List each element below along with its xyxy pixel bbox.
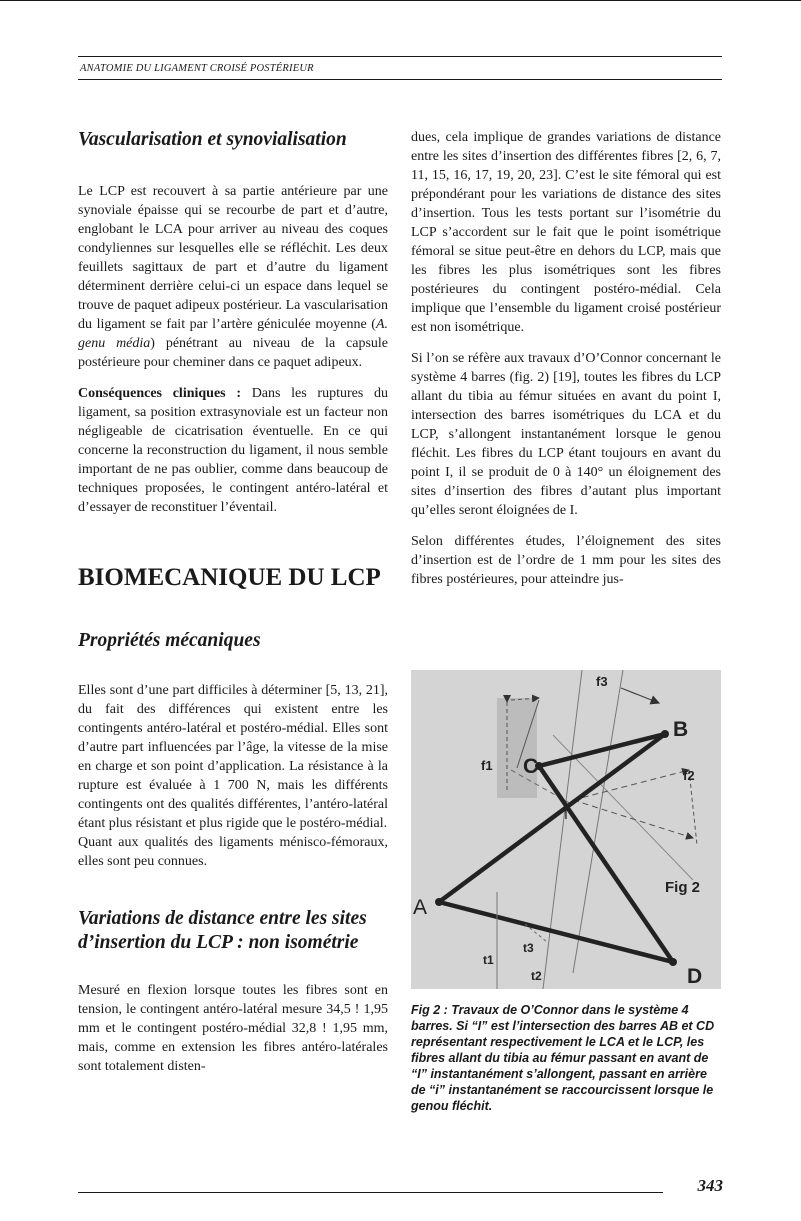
right-column xyxy=(411,128,721,589)
footer-rule xyxy=(78,1192,663,1193)
paragraph-variations: Mesuré en flexion lorsque toutes les fibres sont en tension, le contingent antéro-latéral mesure 34,5 ! 1,95 mm et le contingent postéro-médial 32,8 ! 1,95 mm, mais, comme en extension les fibres antéro-latérales sont totalement disten- xyxy=(78,983,388,1074)
figure-four-bar-system xyxy=(411,670,721,989)
point-d xyxy=(669,958,677,966)
paragraph-menisco: Quant aux qualités des ligaments ménisco-fémoraux, elles sont peu connues. xyxy=(78,835,388,869)
point-b xyxy=(661,730,669,738)
four-bar-diagram xyxy=(411,670,721,989)
label-c: C xyxy=(523,755,539,778)
paragraph-proprietes: Elles sont d’une part difficiles à déterminer [5, 13, 21], du fait des différences qui existent entre les contingents antéro-latéral et postéro-médial. Elles sont d’autre part influencées par l’âge, la vitesse de la mise en charge et son point d’application. La résistance à la rupture est évaluée à 1 700 N, mais les différents contingents ont des qualités différentes, l’antéro-latéral étant plus résistant et plus rigide que le postéro-médial. xyxy=(78,683,388,831)
paragraph-oconnor: Si l’on se réfère aux travaux d’O’Connor concernant le système 4 barres (fig. 2) [19], toutes les fibres du LCP allant du tibia au fémur situées en avant du point I, intersection des barres isométriques du LCA et du LCP, s’allongent instantanément lorsque le genou fléchit. Les fibres du LCP étant toujours en avant du point I, il se produit de 0 à 140° un éloignement des sites d’insertion des fibres d’autant plus important qu’elles seront éloignées de I. xyxy=(411,351,721,518)
f2-vector xyxy=(573,770,689,800)
paragraph-clinical xyxy=(78,384,388,517)
label-t3: t3 xyxy=(523,941,534,955)
left-column xyxy=(78,128,388,1076)
heading-vascularisation: Vascularisation et synovialisation xyxy=(78,129,347,150)
label-i: I xyxy=(564,806,568,822)
paragraph-italic: A. genu média xyxy=(78,317,388,351)
guide-line-2 xyxy=(573,670,623,973)
running-head: ANATOMIE DU LIGAMENT CROISÉ POSTÉRIEUR xyxy=(80,63,314,74)
label-f3: f3 xyxy=(596,674,608,689)
heading-biomecanique: BIOMECANIQUE DU LCP xyxy=(78,564,381,591)
label-t2: t2 xyxy=(531,969,542,983)
page-number: 343 xyxy=(697,1176,723,1195)
label-a: A xyxy=(413,896,428,919)
header-rule-top xyxy=(78,56,722,57)
f2-return-vector xyxy=(573,800,693,838)
heading-proprietes: Propriétés mécaniques xyxy=(78,630,261,651)
label-f2: f2 xyxy=(683,768,695,783)
point-a xyxy=(435,898,443,906)
f3-vector xyxy=(621,688,659,703)
shaded-zone xyxy=(497,698,537,798)
label-d: D xyxy=(687,965,703,988)
guide-line-1 xyxy=(543,670,582,989)
paragraph-text: Dans les ruptures du ligament, sa position extrasynoviale est un facteur non négligeable de cicatrisation éventuelle. En ce qui concerne la reconstruction du ligament, il nous semble important de ne pas oublier, comme dans beaucoup de techniques proposées, le contingent antéro-latéral et d’essayer de reconstituer l’éventail. xyxy=(78,386,388,515)
figure-caption: Fig 2 : Travaux de O’Connor dans le système 4 barres. Si “I” est l’intersection des barres AB et CD représentant respectivement le LCA et le LCP, les fibres allant du tibia au fémur passant en avant de “I” instantanément s’allongent, passant en arrière de “i” instantanément se raccourcissent lorsque le genou fléchit. xyxy=(411,1003,715,1113)
heading-variations: Variations de distance entre les sites d’insertion du LCP : non isométrie xyxy=(78,908,367,953)
paragraph-etudes: Selon différentes études, l’éloignement des sites d’insertion est de l’ordre de 1 mm pour les sites des fibres postérieures, pour atteindre jus- xyxy=(411,534,721,587)
paragraph-vascularisation xyxy=(78,182,388,372)
paragraph-text: Le LCP est recouvert à sa partie antérieure par une synoviale épaisse qui se recourbe de part et d’autre, englobant le LCA pour arriver au niveau des coques condyliennes sur lesquelles elle se réfléchit. Les deux feuillets sagittaux de part et d’autre du ligament déterminent derrière celui-ci un espace dans lequel se trouve de paquet adipeux postérieur. La vascularisation du ligament se fait par l’artère géniculée moyenne ( xyxy=(78,184,388,332)
paragraph-text-end: ) pénétrant au niveau de la capsule postérieure pour cheminer dans ce paquet adipeux. xyxy=(78,336,388,370)
paragraph-isometrie: dues, cela implique de grandes variations de distance entre les sites d’insertion des différentes fibres [2, 6, 7, 11, 15, 16, 17, 19, 20, 23]. C’est le site fémoral qui est prépondérant pour les variations de distance des sites d’insertion. Tous les tests portant sur l’isométrie du LCP s’accordent sur le fait que le point isométrique fémoral se situe peut-être en dehors du LCP, mais que les fibres les plus isométriques sont les fibres postérieures du contingent postéro-médial. Cela implique que l’ensemble du ligament croisé postérieur est non isométrique. xyxy=(411,130,721,335)
top-rule xyxy=(0,0,801,1)
label-f1: f1 xyxy=(481,758,493,773)
label-t1: t1 xyxy=(483,953,494,967)
figure-tag: Fig 2 xyxy=(665,879,701,896)
label-b: B xyxy=(673,718,689,741)
header-rule-bottom xyxy=(78,79,722,80)
paragraph-lead: Conséquences cliniques : xyxy=(78,386,241,401)
